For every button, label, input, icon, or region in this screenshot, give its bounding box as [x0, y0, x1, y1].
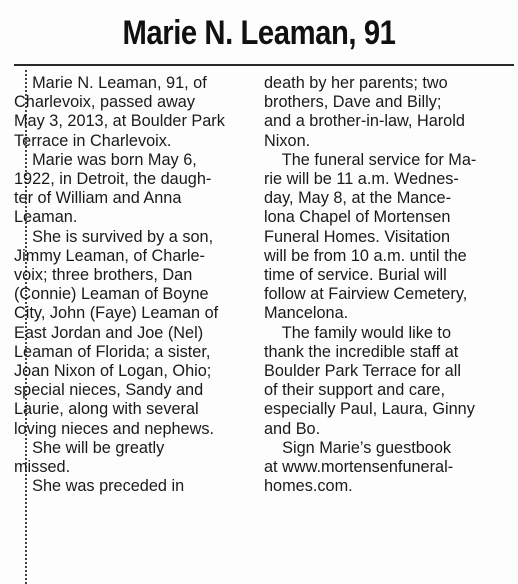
left-text-column: [14, 74, 258, 496]
text-line: follow at Fairview Cemetery,: [264, 285, 468, 304]
text-line: She will be greatly: [14, 438, 165, 457]
headline-rule: [14, 64, 514, 66]
text-line: ter of William and Anna: [14, 189, 182, 208]
text-line: lona Chapel of Mortensen: [264, 208, 451, 227]
text-line: She is survived by a son,: [14, 227, 214, 246]
text-line: especially Paul, Laura, Ginny: [264, 400, 475, 419]
text-line: loving nieces and nephews.: [14, 419, 215, 438]
text-line: missed.: [14, 458, 71, 477]
text-line: Boulder Park Terrace for all: [264, 362, 461, 381]
text-line: Leaman.: [14, 208, 78, 227]
text-line: day, May 8, at the Mance-: [264, 189, 452, 208]
text-line: and Bo.: [264, 419, 321, 438]
text-line: She was preceded in: [14, 477, 185, 496]
text-line: (Connie) Leaman of Boyne: [14, 285, 209, 304]
text-line: Funeral Homes. Visitation: [264, 227, 451, 246]
text-line: Leaman of Florida; a sister,: [14, 342, 211, 361]
text-line: brothers, Dave and Billy;: [264, 93, 442, 112]
text-line: The family would like to: [264, 323, 452, 342]
text-line: The funeral service for Ma-: [264, 150, 477, 169]
text-line: and a brother-in-law, Harold: [264, 112, 465, 131]
text-line: 1922, in Detroit, the daugh-: [14, 170, 212, 189]
text-line: City, John (Faye) Leaman of: [14, 304, 219, 323]
text-line: Terrace in Charlevoix.: [14, 131, 172, 150]
text-line: will be from 10 a.m. until the: [264, 246, 467, 265]
text-line: homes.com.: [264, 477, 353, 496]
text-line: Marie N. Leaman, 91, of: [14, 74, 207, 92]
right-text-column: [264, 74, 516, 496]
text-line: thank the incredible staff at: [264, 342, 459, 361]
text-line: Mancelona.: [264, 304, 349, 323]
obituary-headline: Marie N. Leaman, 91: [122, 14, 396, 52]
text-line: Joan Nixon of Logan, Ohio;: [14, 362, 212, 381]
text-line: Nixon.: [264, 131, 311, 150]
text-line: Laurie, along with several: [14, 400, 199, 419]
text-line: Jimmy Leaman, of Charle-: [14, 246, 205, 265]
text-line: at www.mortensenfuneral-: [264, 458, 454, 477]
text-line: May 3, 2013, at Boulder Park: [14, 112, 225, 131]
text-line: death by her parents; two: [264, 74, 448, 92]
text-line: voix; three brothers, Dan: [14, 266, 193, 285]
text-line: Marie was born May 6,: [14, 150, 197, 169]
text-line: of their support and care,: [264, 381, 446, 400]
text-line: time of service. Burial will: [264, 266, 447, 285]
text-line: Sign Marie’s guestbook: [264, 438, 452, 457]
text-line: special nieces, Sandy and: [14, 381, 204, 400]
text-line: rie will be 11 a.m. Wednes-: [264, 170, 459, 189]
text-line: East Jordan and Joe (Nel): [14, 323, 204, 342]
text-line: Charlevoix, passed away: [14, 93, 195, 112]
